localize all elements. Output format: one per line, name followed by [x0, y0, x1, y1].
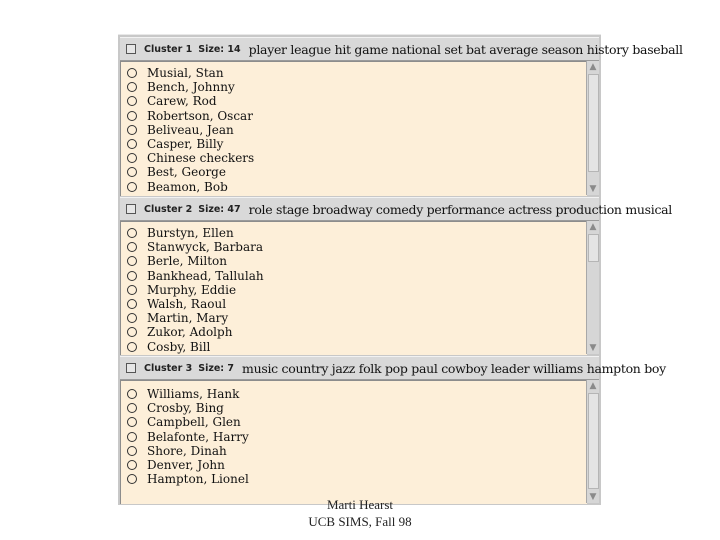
list-item-label: Murphy, Eddie [147, 282, 237, 297]
list-item-label: Walsh, Raoul [147, 296, 227, 311]
scroll-down-icon[interactable]: ▼ [589, 492, 597, 502]
radio-icon[interactable] [127, 474, 137, 484]
scroll-thumb[interactable] [588, 234, 599, 262]
list-item-label: Denver, John [147, 457, 225, 472]
cluster-panel-3 [118, 356, 666, 503]
list-item-label: Martin, Mary [147, 311, 229, 326]
list-item[interactable] [127, 151, 587, 165]
scroll-down-icon[interactable]: ▼ [589, 343, 597, 353]
scroll-up-icon[interactable]: ▲ [589, 381, 597, 391]
radio-icon[interactable] [127, 271, 137, 281]
list-item[interactable] [127, 430, 587, 444]
list-item[interactable] [127, 226, 587, 240]
cluster-label: Cluster 2 [144, 203, 193, 215]
slide-footer [0, 496, 720, 530]
list-item[interactable] [127, 311, 587, 325]
list-item[interactable] [127, 80, 587, 94]
radio-icon[interactable] [127, 153, 137, 163]
cluster-label: Cluster 1 [144, 43, 193, 55]
list-item[interactable] [127, 387, 587, 401]
checkbox-icon[interactable] [126, 363, 136, 373]
radio-icon[interactable] [127, 182, 137, 192]
list-item[interactable] [127, 472, 587, 486]
list-item-label: Berle, Milton [147, 254, 227, 269]
list-item-label: Bankhead, Tallulah [147, 268, 264, 283]
cluster-list-pane[interactable] [120, 221, 587, 355]
radio-icon[interactable] [127, 389, 137, 399]
radio-icon[interactable] [127, 228, 137, 238]
radio-icon[interactable] [127, 327, 137, 337]
scroll-down-icon[interactable]: ▼ [589, 184, 597, 194]
vertical-scrollbar[interactable] [586, 61, 599, 195]
radio-icon[interactable] [127, 432, 137, 442]
cluster-size: Size: 7 [198, 362, 235, 374]
cluster-keywords: role stage broadway comedy performance actress production musical [248, 201, 673, 217]
footer-author: Marti Hearst [326, 497, 394, 512]
cluster-browser-window [118, 34, 683, 505]
list-item-label: Chinese checkers [147, 151, 255, 166]
cluster-meta [144, 204, 241, 215]
list-item[interactable] [127, 283, 587, 297]
cluster-list [121, 381, 587, 486]
list-item[interactable] [127, 340, 587, 354]
list-item[interactable] [127, 109, 587, 123]
list-item-label: Robertson, Oscar [147, 108, 253, 123]
cluster-list [121, 62, 587, 194]
list-item-label: Bench, Johnny [147, 80, 235, 95]
list-item-label: Campbell, Glen [147, 415, 241, 430]
list-item-label: Casper, Billy [147, 136, 224, 151]
radio-icon[interactable] [127, 460, 137, 470]
cluster-header [120, 356, 666, 380]
list-item-label: Musial, Stan [147, 66, 224, 80]
radio-icon[interactable] [127, 285, 137, 295]
cluster-header [120, 37, 683, 61]
checkbox-icon[interactable] [126, 204, 136, 214]
cluster-list-pane[interactable] [120, 380, 587, 504]
list-item-label: Beliveau, Jean [147, 122, 234, 137]
list-item[interactable] [127, 123, 587, 137]
radio-icon[interactable] [127, 82, 137, 92]
list-item[interactable] [127, 325, 587, 339]
checkbox-icon[interactable] [126, 44, 136, 54]
list-item[interactable] [127, 415, 587, 429]
cluster-keywords: player league hit game national set bat average season history baseball [248, 41, 683, 57]
radio-icon[interactable] [127, 242, 137, 252]
list-item[interactable] [127, 165, 587, 179]
radio-icon[interactable] [127, 125, 137, 135]
cluster-list [121, 222, 587, 354]
radio-icon[interactable] [127, 96, 137, 106]
radio-icon[interactable] [127, 313, 137, 323]
list-item-label: Beamon, Bob [147, 179, 228, 194]
list-item-label: Stanwyck, Barbara [147, 240, 264, 255]
vertical-scrollbar[interactable] [586, 380, 599, 503]
radio-icon[interactable] [127, 417, 137, 427]
list-item[interactable] [127, 94, 587, 108]
list-item-label: Cosby, Bill [147, 339, 211, 354]
list-item[interactable] [127, 269, 587, 283]
cluster-meta [144, 363, 234, 374]
list-item-label: Belafonte, Harry [147, 429, 249, 444]
footer-course: UCB SIMS, Fall 98 [308, 514, 412, 529]
radio-icon[interactable] [127, 139, 137, 149]
cluster-meta [144, 44, 241, 55]
radio-icon[interactable] [127, 446, 137, 456]
cluster-list-pane[interactable] [120, 61, 587, 196]
list-item[interactable] [127, 444, 587, 458]
radio-icon[interactable] [127, 342, 137, 352]
list-item[interactable] [127, 297, 587, 311]
list-item[interactable] [127, 180, 587, 194]
list-item[interactable] [127, 240, 587, 254]
radio-icon[interactable] [127, 403, 137, 413]
scroll-thumb[interactable] [588, 393, 599, 489]
vertical-scrollbar[interactable] [586, 221, 599, 354]
radio-icon[interactable] [127, 111, 137, 121]
list-item[interactable] [127, 66, 587, 80]
list-item[interactable] [127, 458, 587, 472]
list-item-label: Hampton, Lionel [147, 472, 249, 487]
radio-icon[interactable] [127, 256, 137, 266]
list-item-label: Zukor, Adolph [147, 325, 233, 340]
cluster-label: Cluster 3 [144, 362, 193, 374]
list-item-label: Shore, Dinah [147, 443, 227, 458]
list-item-label: Burstyn, Ellen [147, 226, 234, 240]
cluster-size: Size: 14 [198, 43, 241, 55]
list-item[interactable] [127, 401, 587, 415]
cluster-panel-2 [118, 197, 673, 354]
radio-icon[interactable] [127, 299, 137, 309]
list-item-label: Best, George [147, 165, 226, 180]
cluster-panel-1 [118, 37, 683, 195]
scroll-up-icon[interactable]: ▲ [589, 222, 597, 232]
cluster-header [120, 197, 673, 221]
radio-icon[interactable] [127, 68, 137, 78]
list-item[interactable] [127, 254, 587, 268]
list-item-label: Williams, Hank [147, 387, 240, 401]
list-item[interactable] [127, 137, 587, 151]
list-item-label: Carew, Rod [147, 94, 217, 109]
radio-icon[interactable] [127, 167, 137, 177]
scroll-up-icon[interactable]: ▲ [589, 62, 597, 72]
cluster-size: Size: 47 [198, 203, 241, 215]
list-item-label: Crosby, Bing [147, 401, 224, 416]
cluster-keywords: music country jazz folk pop paul cowboy leader williams hampton boy [242, 360, 666, 376]
scroll-thumb[interactable] [588, 74, 599, 172]
